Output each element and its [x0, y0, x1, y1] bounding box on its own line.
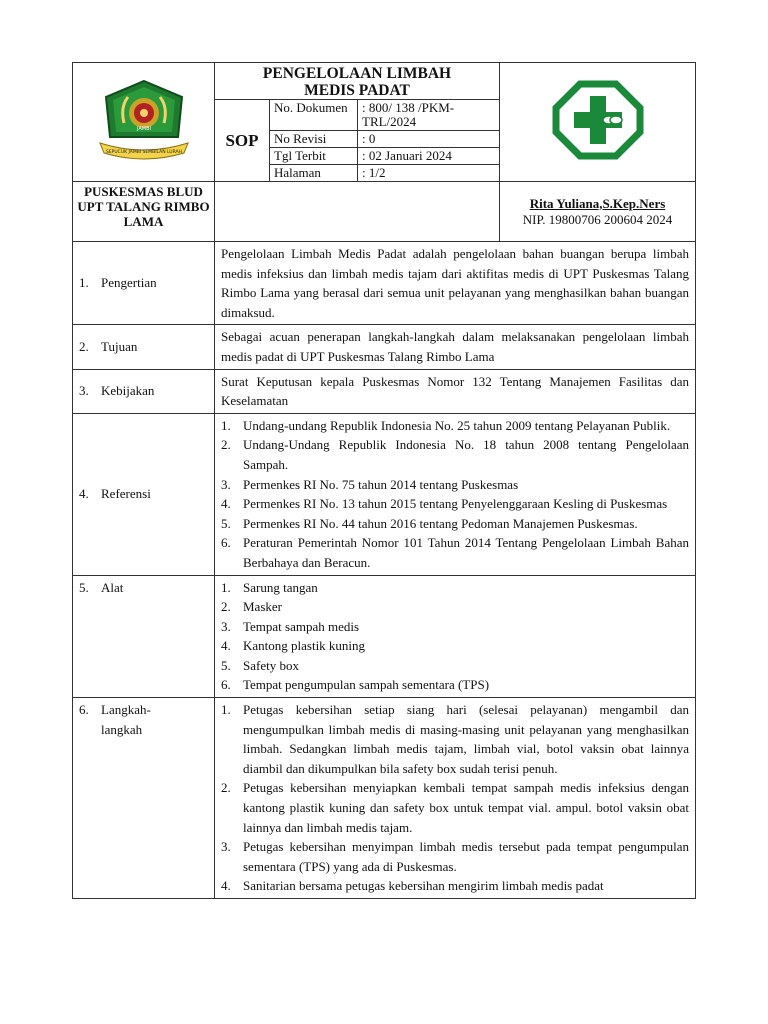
section-pengertian	[73, 242, 696, 325]
meta-key-tgl-terbit: Tgl Terbit	[270, 148, 358, 165]
org-row-table	[72, 181, 696, 242]
section-label: 2. Tujuan	[73, 325, 215, 369]
puskesmas-logo-icon	[552, 80, 644, 160]
jambi-province-emblem-icon	[94, 77, 194, 163]
meta-key-no-dokumen: No. Dokumen	[270, 100, 358, 131]
meta-value-halaman: : 1/2	[358, 165, 500, 182]
emblem-text: JAMBI	[136, 126, 151, 132]
section-referensi	[73, 413, 696, 575]
sop-label: SOP	[215, 100, 270, 182]
list-item: 5. Safety box	[221, 657, 299, 673]
list-item: 1. Petugas kebersihan setiap siang hari (selesai pelayanan) mengambil dan mengumpulkan limbah medis di masing-masing unit pelayanan yang menghasilkan limbah. Sedangkan limbah medis tajam, limbah vial, botol vaksin obat lainnya diambil dan dikumpulkan bila safety box sudah terisi penuh.	[221, 702, 689, 776]
government-logo-cell	[73, 63, 215, 182]
emblem-ribbon-text: SEPUCUK JAMBI SEMBILAN LURAH	[105, 150, 182, 155]
meta-value-no-dokumen: : 800/ 138 /PKM-TRL/2024	[358, 100, 500, 131]
signer-name: Rita Yuliana,S.Kep.Ners	[529, 195, 666, 211]
list-item: 5. Permenkes RI No. 44 tahun 2016 tentang Pedoman Manajemen Puskesmas.	[221, 515, 638, 531]
list-item: 3. Tempat sampah medis	[221, 618, 360, 634]
list-item: 1. Undang-undang Republik Indonesia No. 25 tahun 2009 tentang Pelayanan Publik.	[221, 417, 671, 433]
section-label: 5. Alat	[73, 575, 215, 698]
sop-header-table	[72, 62, 696, 182]
list-item: 3. Permenkes RI No. 75 tahun 2014 tentang Puskesmas	[221, 476, 519, 492]
list-item: 4. Permenkes RI No. 13 tahun 2015 tentang Penyelenggaraan Kesling di Puskesmas	[221, 496, 668, 512]
section-text: Pengelolaan Limbah Medis Padat adalah pengelolaan bahan buangan berupa limbah medis infeksius dan limbah medis tajam dari aktifitas medis di UPT Puskesmas Talang Rimbo Lama yang berasal dari semua unit pelayanan yang menghasilkan bahan buangan dimaksud.	[215, 242, 696, 325]
list-item: 2. Masker	[221, 599, 282, 615]
list-item: 2. Petugas kebersihan menyiapkan kembali tempat sampah medis infeksius dengan kantong plastik kuning dan safety box untuk tempat vial. ampul. botol vaksin obat lainnya dan limbah medis tajam.	[221, 780, 689, 835]
list-item: 4. Kantong plastik kuning	[221, 638, 366, 654]
section-text: Sebagai acuan penerapan langkah-langkah dalam melaksanakan pengelolaan limbah medis padat di UPT Puskesmas Talang Rimbo Lama	[215, 325, 696, 369]
section-text: Surat Keputusan kepala Puskesmas Nomor 132 Tentang Manajemen Fasilitas dan Keselamatan	[215, 369, 696, 413]
signer-nip: NIP. 19800706 200604 2024	[522, 211, 673, 227]
section-list	[215, 575, 696, 698]
meta-key-no-revisi: No Revisi	[270, 131, 358, 148]
section-alat	[73, 575, 696, 698]
sop-document	[72, 62, 695, 899]
section-label: 4. Referensi	[73, 413, 215, 575]
list-item: 6. Tempat pengumpulan sampah sementara (TPS)	[221, 677, 490, 693]
signer-block	[500, 182, 696, 242]
organization-name: PUSKESMAS BLUD UPT TALANG RIMBO LAMA	[73, 182, 215, 242]
section-langkah	[73, 698, 696, 899]
section-list	[215, 698, 696, 899]
section-tujuan	[73, 325, 696, 369]
meta-value-tgl-terbit: : 02 Januari 2024	[358, 148, 500, 165]
list-item: 3. Petugas kebersihan menyimpan limbah medis tersebut pada tempat pengumpulan sementara (TPS) yang ada di Puskesmas.	[221, 839, 689, 874]
sop-body-table	[72, 241, 696, 899]
list-item: 6. Peraturan Pemerintah Nomor 101 Tahun 2014 Tentang Pengelolaan Limbah Bahan Berbahaya dan Beracun.	[221, 535, 689, 570]
signature-space	[215, 182, 500, 242]
meta-value-no-revisi: : 0	[358, 131, 500, 148]
section-label: 6. Langkah- langkah	[73, 698, 215, 899]
section-label: 1. Pengertian	[73, 242, 215, 325]
section-list	[215, 413, 696, 575]
list-item: 2. Undang-Undang Republik Indonesia No. 18 tahun 2008 tentang Pengelolaan Sampah.	[221, 437, 689, 472]
section-label: 3. Kebijakan	[73, 369, 215, 413]
document-title: PENGELOLAAN LIMBAH MEDIS PADAT	[215, 63, 500, 100]
list-item: 1. Sarung tangan	[221, 579, 318, 595]
section-kebijakan	[73, 369, 696, 413]
list-item: 4. Sanitarian bersama petugas kebersihan mengirim limbah medis padat	[221, 878, 604, 894]
meta-key-halaman: Halaman	[270, 165, 358, 182]
puskesmas-logo-cell	[500, 63, 696, 182]
